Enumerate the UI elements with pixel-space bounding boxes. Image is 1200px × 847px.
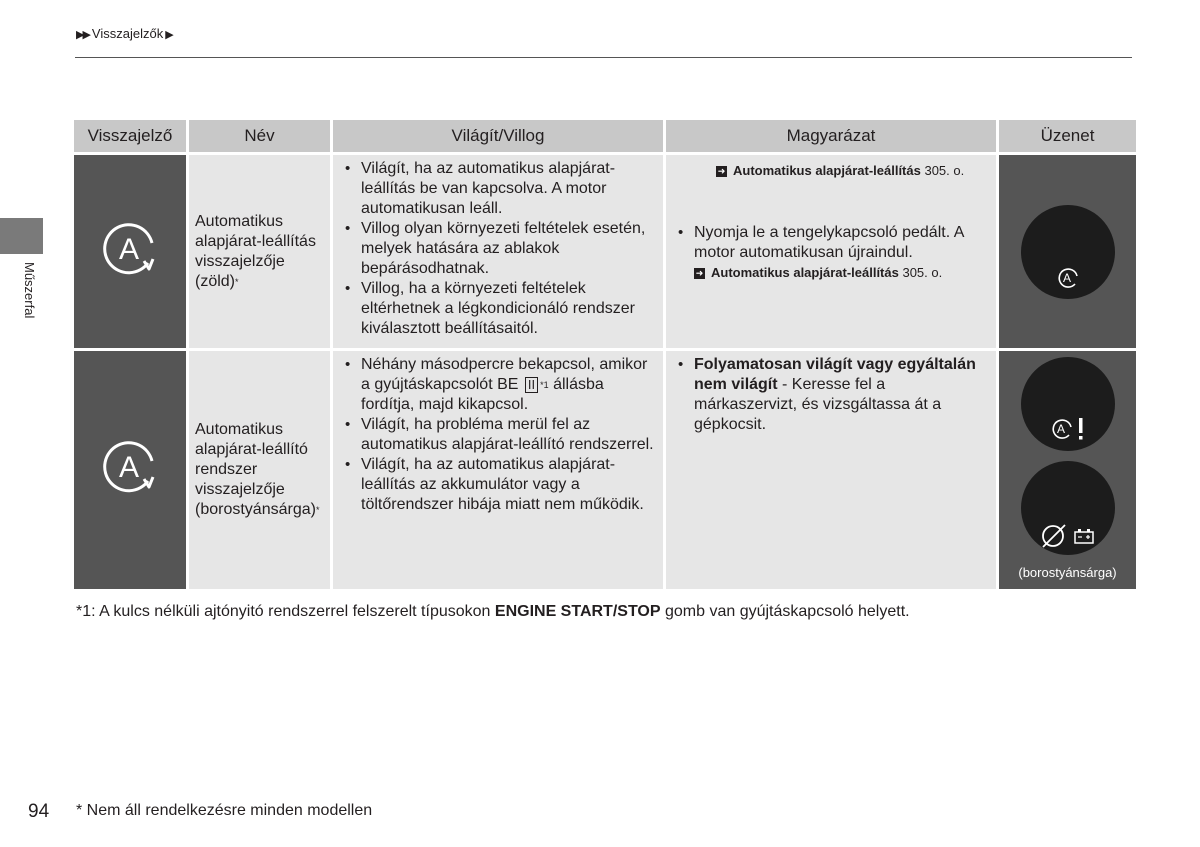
indicator-name: Automatikus alapjárat-leállító rendszer visszajelzője (borostyánsárga) [195,421,316,518]
svg-text:A: A [118,232,140,266]
table-row [74,155,1136,348]
explanation-bold: Folyamatosan világít vagy egyáltalán nem világít [694,356,976,393]
footnote-text: gomb van gyújtáskapcsoló helyett. [660,603,910,620]
behavior-cell [333,351,663,589]
footnote-star: * [235,276,239,287]
reference-arrow-icon: ➜ [717,166,726,177]
list-item: • Villog, ha a környezeti feltételek eltérhetnek a légkondicionáló rendszer kiválasztott beállításaitól. [361,279,657,339]
column-header: Világít/Villog [333,120,663,152]
reference-title: Automatikus alapjárat-leállítás [733,163,921,178]
indicator-cell [74,155,186,348]
footnote-marker: *1 [540,380,549,390]
display-circle [1021,205,1115,299]
footnote-text: *1: A kulcs nélküli ajtónyitó rendszerrel felszerelt típusokon [76,603,495,620]
bullet-text: Néhány másodpercre bekapcsol, amikor a gyújtáskapcsolót BE [361,356,648,393]
auto-idle-stop-icon [1055,265,1081,291]
name-cell [189,155,330,348]
list-item: • Világít, ha probléma merül fel az automatikus alapjárat-leállító rendszerrel. [361,415,657,455]
column-header: Üzenet [999,120,1136,152]
section-label: Műszerfal [22,262,37,319]
message-cell [999,155,1136,348]
auto-idle-stop-off-battery-icon [1041,523,1101,549]
breadcrumb [76,26,174,41]
reference-page: 305. o. [902,265,943,280]
explanation-cell [666,155,996,348]
page-number: 94 [28,801,50,822]
behavior-cell [333,155,663,348]
column-header: Visszajelző [74,120,186,152]
footer-note: * Nem áll rendelkezésre minden modellen [76,802,373,819]
bullet-text: állásba fordítja, majd kikapcsol. [361,376,604,413]
reference-arrow-icon: ➜ [695,268,704,279]
breadcrumb-label: Visszajelzők [91,26,164,41]
svg-text:A: A [118,451,140,484]
page-reference[interactable] [672,161,990,181]
explanation-cell [666,351,996,589]
list-item [694,223,990,283]
message-cell [999,351,1136,589]
indicator-table [71,117,1139,592]
message-caption: (borostyánsárga) [1018,565,1117,580]
auto-idle-stop-icon [98,435,162,499]
display-circle [1021,357,1115,451]
reference-page: 305. o. [924,163,965,178]
page-reference[interactable] [694,263,990,283]
list-item: • Villog olyan környezeti feltételek esetén, melyek hatására az ablakok bepárásodhatnak. [361,219,657,279]
auto-idle-stop-warning-icon [1049,415,1089,443]
list-item: • Világít, ha az automatikus alapjárat-leállítás az akkumulátor vagy a töltőrendszer hibája miatt nem működik. [361,455,657,515]
indicator-name: Automatikus alapjárat-leállítás visszajelzője (zöld) [195,212,316,290]
footnote-bold: ENGINE START/STOP [494,603,661,620]
name-cell [189,351,330,589]
footnote-1 [76,603,910,621]
column-header: Név [189,120,330,152]
table-row [74,351,1136,589]
arrow-icon: ▶ [165,29,174,41]
auto-idle-stop-icon [98,217,162,281]
list-item [361,355,657,415]
double-arrow-icon: ▶▶ [76,29,89,41]
display-circle [1021,461,1115,555]
ignition-position-box: II [525,377,538,393]
column-header: Magyarázat [666,120,996,152]
footnote-star: * [315,505,320,515]
explanation-text: - Keresse fel a márkaszervizt, és vizsgáltassa át a gépkocsit. [694,376,942,433]
header-divider [75,57,1132,58]
svg-text:A: A [1062,270,1071,285]
indicator-cell [74,351,186,589]
svg-text:A: A [1056,422,1065,436]
table-header-row [74,120,1136,152]
explanation-text: Nyomja le a tengelykapcsoló pedált. A motor automatikusan újraindul. [694,224,964,261]
section-tab [0,218,43,254]
list-item: • Világít, ha az automatikus alapjárat-leállítás be van kapcsolva. A motor automatikusan leáll. [361,159,657,219]
list-item [694,355,990,435]
reference-title: Automatikus alapjárat-leállítás [711,265,899,280]
